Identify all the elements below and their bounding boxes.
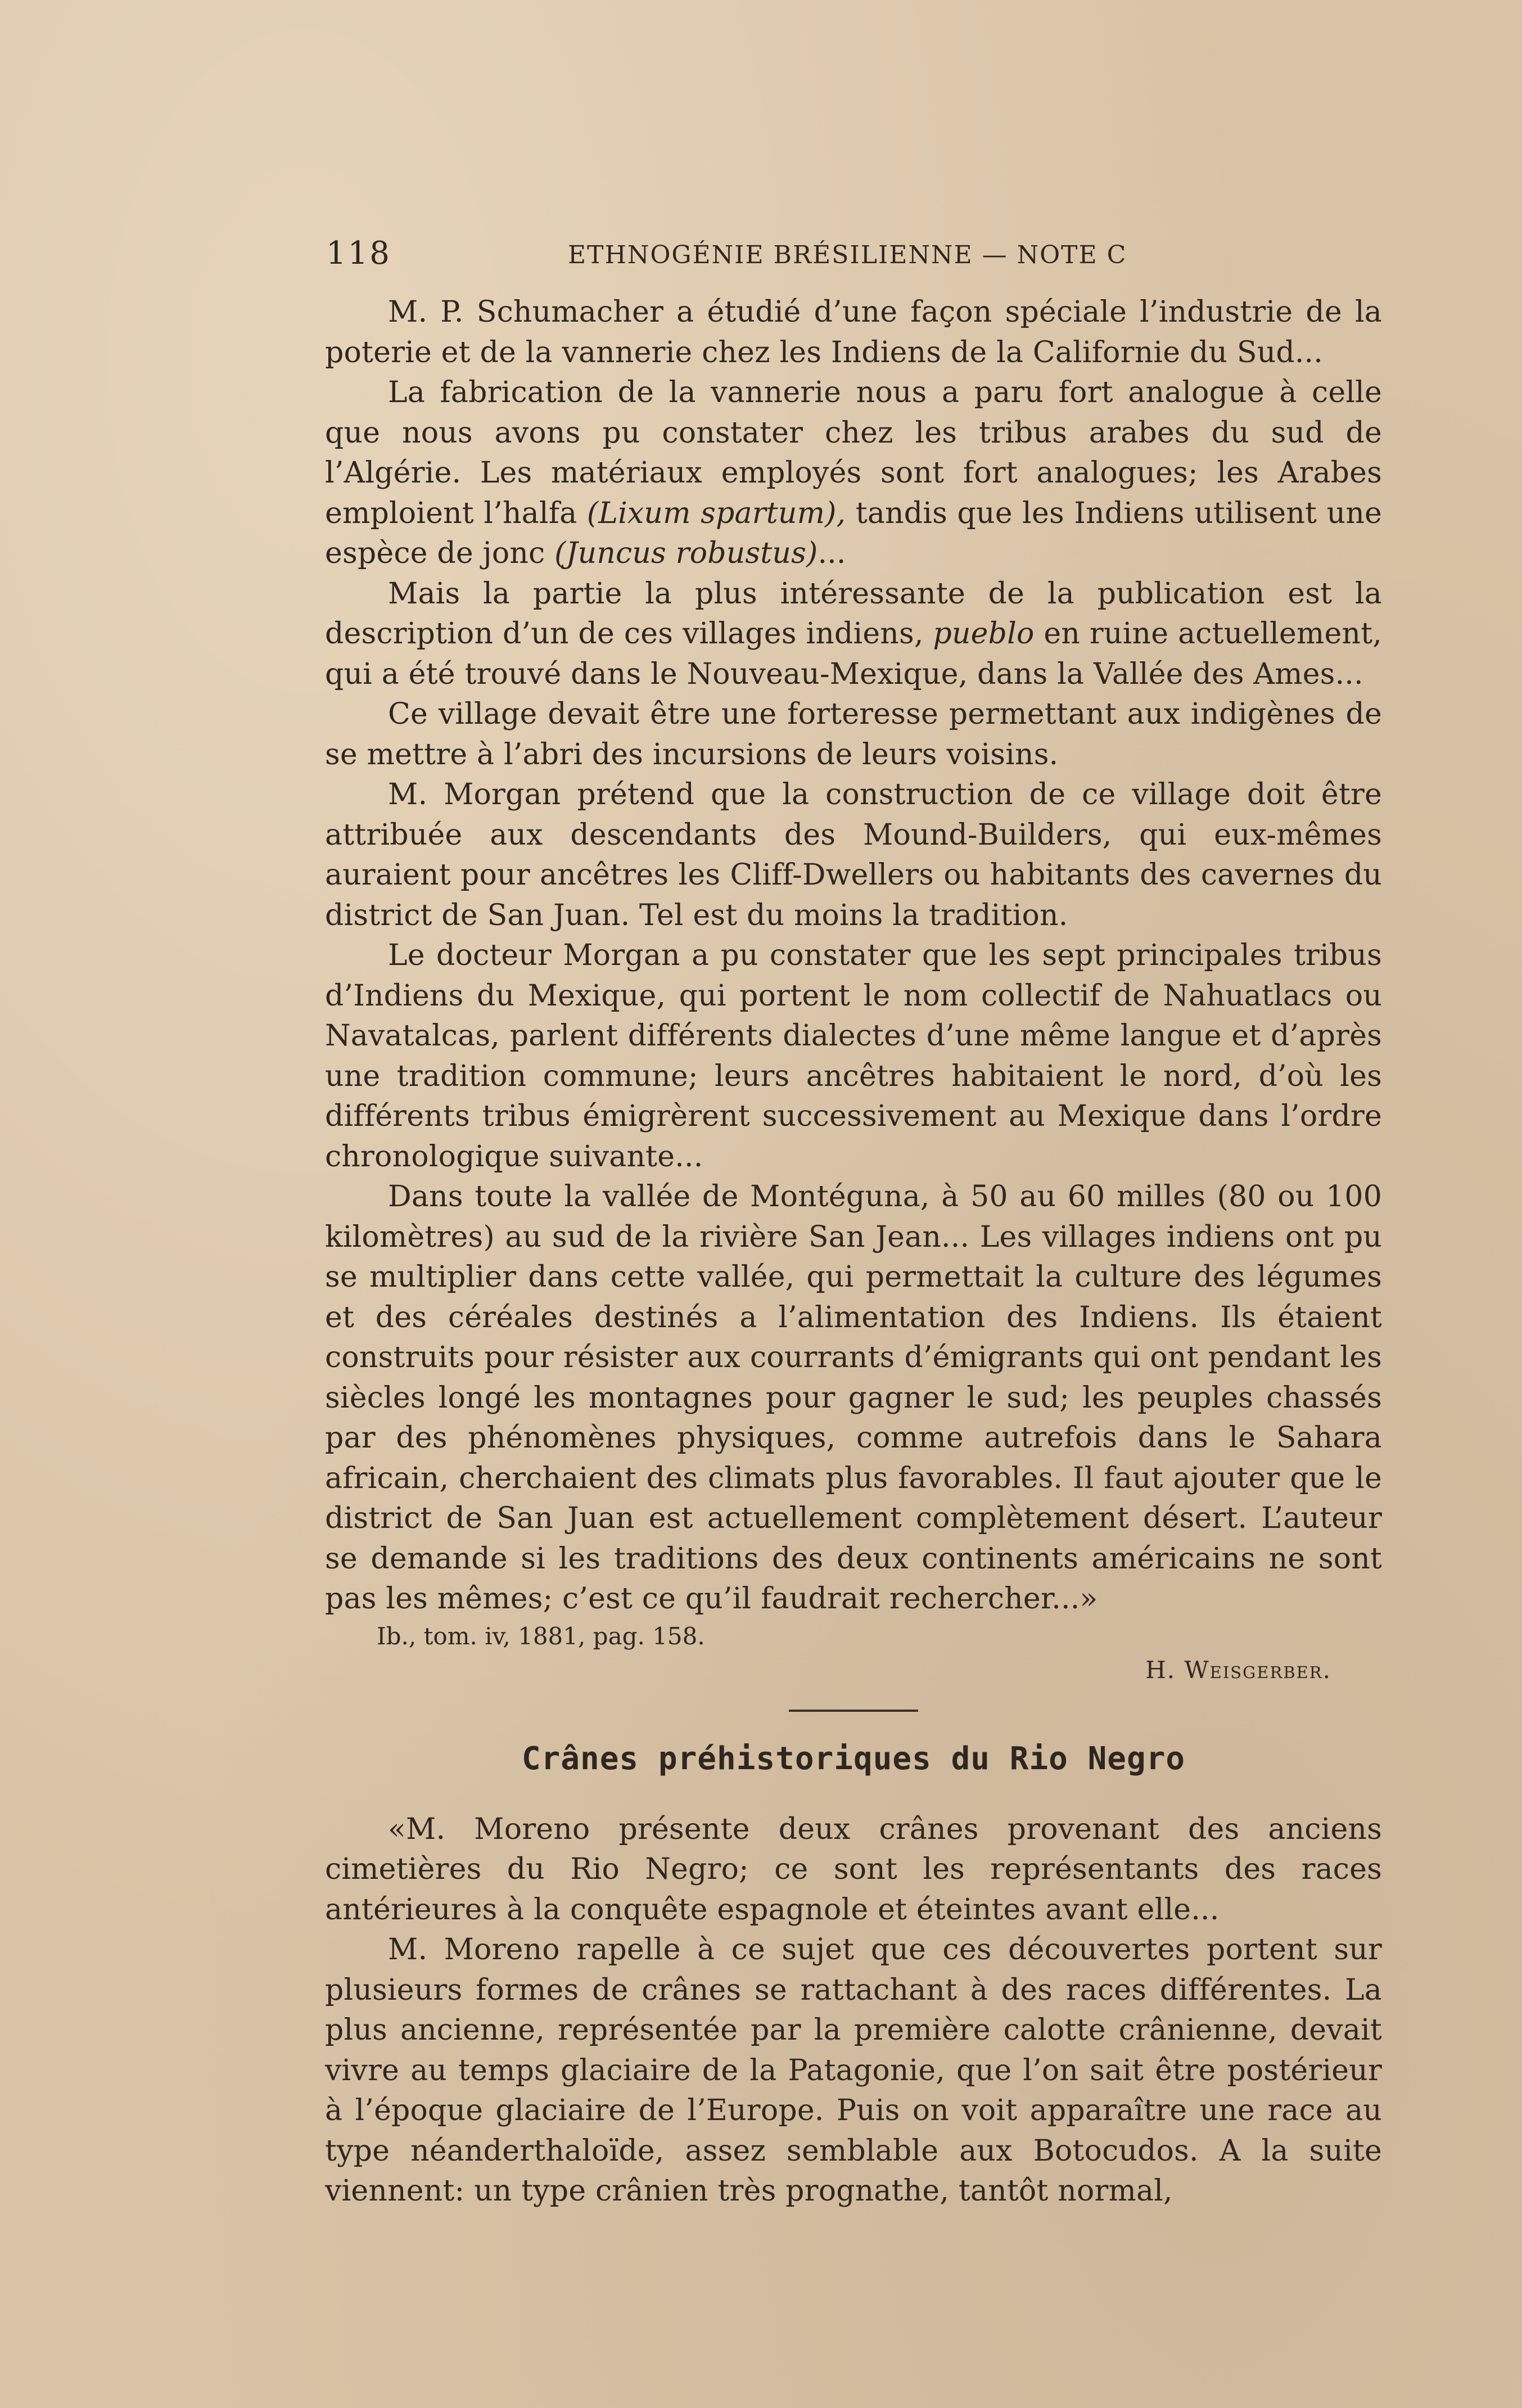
section-divider [789,1710,918,1712]
italic-term: (Lixum spartum), [586,496,846,530]
paragraph [325,574,1382,695]
author-signature: H. Weisgerber. [1145,1656,1331,1684]
page-header [326,235,1169,274]
running-title: ETHNOGÉNIE BRÉSILIENNE — NOTE C [568,241,1127,269]
body-text [325,292,1382,2212]
paragraph-text: La fabrication de la vannerie nous a paru fort analogue à celle que nous avons pu constater chez les tribus arabes du sud de l’Algérie. Les matériaux employés sont fort analogues; les Arabes emploient l’halfa [325,376,1382,530]
page-number: 118 [326,235,391,272]
paragraph: «M. Moreno présente deux crânes provenant des anciens cimetières du Rio Negro; ce sont les représentants des races antérieures à la conquête espagnole et éteintes avant elle... [325,1812,1382,1927]
italic-term: (Juncus robustus) [554,536,818,570]
paragraph-text: ... [818,536,846,570]
paragraph: Dans toute la vallée de Montéguna, à 50 au 60 milles (80 ou 100 kilomètres) au sud de la rivière San Jean... Les villages indiens ont pu se multiplier dans cette vallée, qui permettait la culture des légumes et des céréales destinés a l’alimentation des Indiens. Ils étaient construits pour résister aux courrants d’émigrants qui ont pendant les siècles longé les montagnes pour gagner le sud; les peuples chassés par des phénomènes physiques, comme autrefois dans le Sahara africain, cherchaient des climats plus favorables. Il faut ajouter que le district de San Juan est actuellement complètement désert. L’auteur se demande si les traditions des deux continents américains ne sont pas les mêmes; c’est ce qu’il faudrait rechercher...» [325,1180,1382,1616]
paragraph: Ce village devait être une forteresse permettant aux indigènes de se mettre à l’abri des incursions de leurs voisins. [325,697,1382,772]
paragraph-text: en ruine actuellement, qui a été trouvé dans le Nouveau-Mexique, dans la Vallée des Ames... [325,617,1382,691]
section-title: Crânes préhistoriques du Rio Negro [521,1740,1186,1777]
citation: Ib., tom. iv, 1881, pag. 158. [377,1622,705,1650]
paragraph: Le docteur Morgan a pu constater que les sept principales tribus d’Indiens du Mexique, qui portent le nom collectif de Nahuatlacs ou Navatalcas, parlent différents dialectes d’une même langue et d’après une tradition commune; leurs ancêtres habitaient le nord, d’où les différents tribus émigrèrent successivement au Mexique dans l’ordre chronologique suivante... [325,939,1382,1174]
paragraph: M. P. Schumacher a étudié d’une façon spéciale l’industrie de la poterie et de la vannerie chez les Indiens de la Californie du Sud... [325,295,1382,369]
paragraph: M. Moreno rapelle à ce sujet que ces découvertes portent sur plusieurs formes de crânes se rattachant à des races différentes. La plus ancienne, représentée par la première calotte crânienne, devait vivre au temps glaciaire de la Patagonie, que l’on sait être postérieur à l’époque glaciaire de l’Europe. Puis on voit apparaître une race au type néanderthaloïde, assez semblable aux Botocudos. A la suite viennent: un type crânien très prognathe, tantôt normal, [325,1933,1382,2208]
italic-term: pueblo [933,617,1035,651]
paragraph-text: Mais la partie la plus intéressante de la publication est la description d’un de ces villages indiens, [325,576,1382,651]
paragraph [325,373,1382,574]
paragraph-text: tandis que les Indiens utilisent une espèce de jonc [325,496,1382,570]
paragraph: M. Morgan prétend que la construction de ce village doit être attribuée aux descendants des Mound-Builders, qui eux-mêmes auraient pour ancêtres les Cliff-Dwellers ou habitants des cavernes du district de San Juan. Tel est du moins la tradition. [325,778,1382,932]
